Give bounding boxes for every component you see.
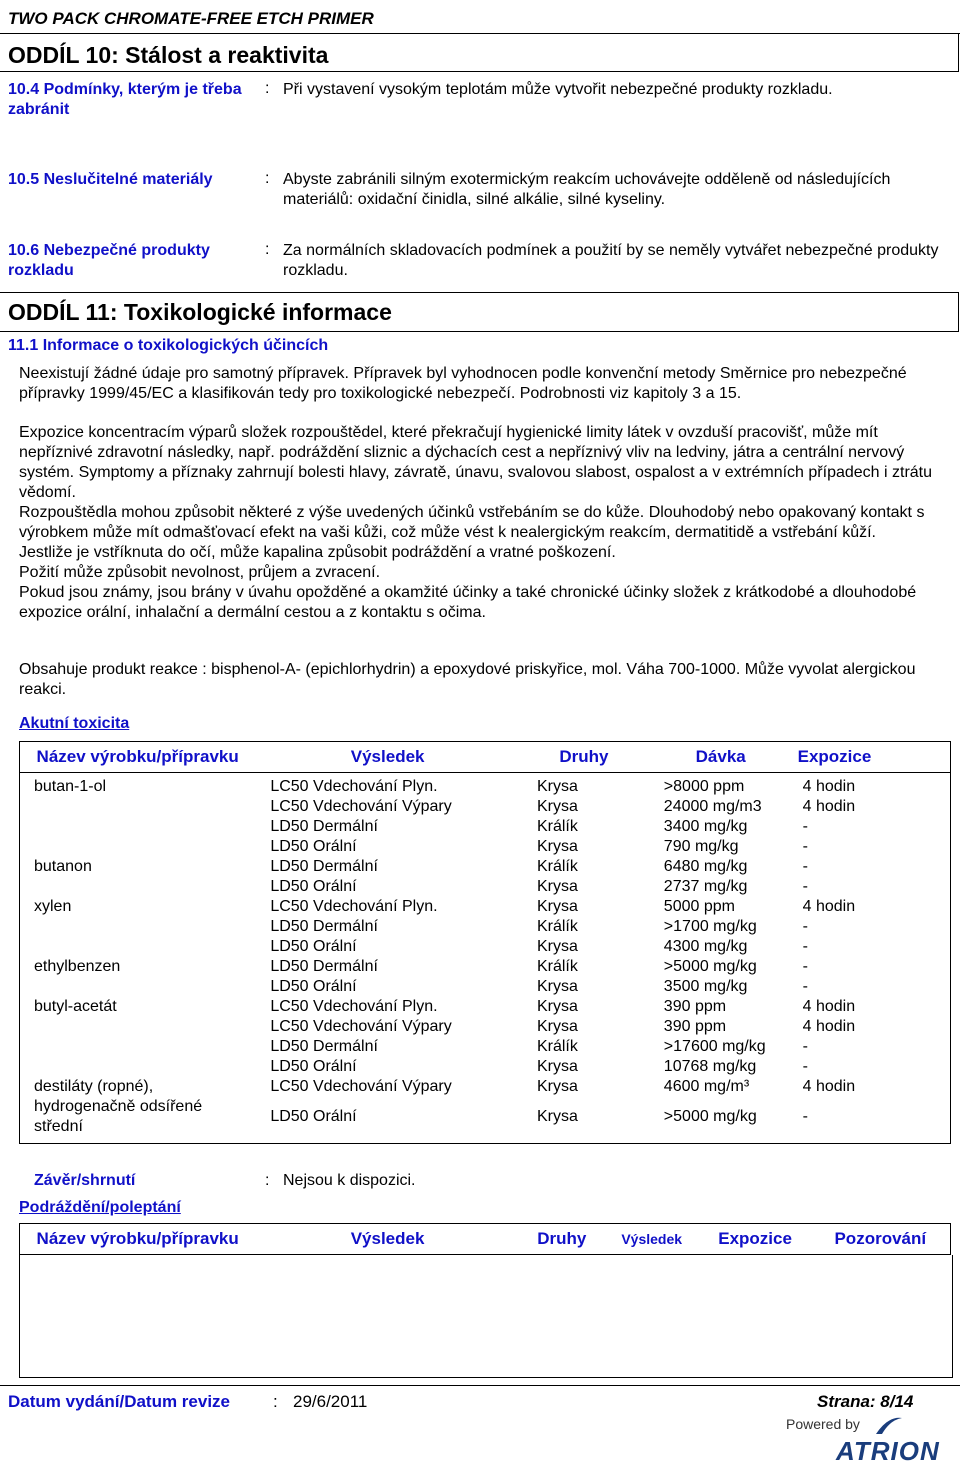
table-header-row xyxy=(20,1224,951,1255)
exposure-cell: - xyxy=(802,878,808,895)
species-cell: Krysa xyxy=(536,978,578,995)
section-11-title: ODDÍL 11: Toxikologické informace xyxy=(8,299,392,325)
footer-date-label: Datum vydání/Datum revize xyxy=(8,1392,231,1411)
species-cell: Králík xyxy=(536,958,578,975)
species-cell: Králík xyxy=(536,918,578,935)
dose-cell: 5000 ppm xyxy=(663,898,735,915)
species-cell: Krysa xyxy=(536,998,578,1015)
exposure-cell: 4 hodin xyxy=(802,1018,856,1035)
table-row xyxy=(20,957,951,977)
dose-cell: >1700 mg/kg xyxy=(663,918,757,935)
product-name-cell: butan-1-ol xyxy=(34,778,107,795)
paragraph-delayed-effects: Pokud jsou známy, jsou brány v úvahu opožděné a okamžité účinky a také chronické účinky složek z krátkodobé a dlouhodobé expozice orální, inhalační a dermální cestou a z kontaktu s očima. xyxy=(19,584,917,621)
column-header-product: Název výrobku/přípravku xyxy=(20,742,256,773)
result-cell: LD50 Dermální xyxy=(270,958,378,975)
result-cell: LC50 Vdechování Plyn. xyxy=(270,898,438,915)
dose-cell: 24000 mg/m3 xyxy=(663,798,762,815)
exposure-cell: - xyxy=(802,858,808,875)
irritation-table-body xyxy=(19,1255,953,1378)
document-title: TWO PACK CHROMATE-FREE ETCH PRIMER xyxy=(8,9,374,28)
result-cell: LD50 Orální xyxy=(270,978,357,995)
section-11-header xyxy=(0,292,959,332)
column-header-species: Druhy xyxy=(520,742,648,773)
dose-cell: 390 ppm xyxy=(663,998,727,1015)
dose-cell: 790 mg/kg xyxy=(663,838,739,855)
footer-date-value: 29/6/2011 xyxy=(293,1392,368,1411)
paragraph-reaction-product: Obsahuje produkt reakce : bisphenol-A- (epichlorhydrin) a epoxydové priskyřice, mol. Váha 700-1000. Může vyvolat alergickou reakci. xyxy=(19,661,916,698)
table-row xyxy=(20,1077,951,1107)
paragraph-ingestion: Požití může způsobit nevolnost, průjem a zvracení. xyxy=(19,564,381,581)
column-header-result: Výsledek xyxy=(255,742,520,773)
dose-cell: >17600 mg/kg xyxy=(663,1038,766,1055)
result-cell: LD50 Dermální xyxy=(270,818,378,835)
exposure-cell: 4 hodin xyxy=(802,998,856,1015)
table-row xyxy=(20,773,951,798)
species-cell: Krysa xyxy=(536,1078,578,1095)
product-name-cell: ethylbenzen xyxy=(34,958,121,975)
species-cell: Krysa xyxy=(536,838,578,855)
footer-page-number: Strana: 8/14 xyxy=(817,1392,914,1411)
dose-cell: >8000 ppm xyxy=(663,778,745,795)
result-cell: LD50 Dermální xyxy=(270,1038,378,1055)
exposure-cell: - xyxy=(802,938,808,955)
section-11-1-subtitle: 11.1 Informace o toxikologických účincích xyxy=(8,337,329,354)
product-name-cell: butanon xyxy=(34,858,92,875)
exposure-cell: 4 hodin xyxy=(802,798,856,815)
species-cell: Králík xyxy=(536,858,578,875)
irritation-heading: Podráždění/poleptání xyxy=(19,1199,181,1216)
section-10-4-value: Při vystavení vysokým teplotám může vytvořit nebezpečné produkty rozkladu. xyxy=(283,81,833,98)
dose-cell: 390 ppm xyxy=(663,1018,727,1035)
exposure-cell: - xyxy=(802,1058,808,1075)
exposure-cell: 4 hodin xyxy=(802,898,856,915)
paragraph-exposure: Expozice koncentracím výparů složek rozpouštědel, které překračují hygienické limity látek v ovzduší pracovišť, může mít nepříznivé zdravotní následky, např. podráždění sliznic a dýchacích cest a nepříznivý vliv na ledviny, játra a centrální nervový systém. Symptomy a příznaky zahrnují bolesti hlavy, závratě, únavu, svalovou slabost, ospalost a v extrémních případech i ztrátu vědomí. xyxy=(19,424,933,501)
conclusion-value: Nejsou k dispozici. xyxy=(283,1172,416,1189)
footer-divider xyxy=(0,1385,960,1386)
colon: : xyxy=(265,170,270,187)
acute-toxicity-heading: Akutní toxicita xyxy=(19,715,130,732)
column-header-result: Výsledek xyxy=(350,1229,425,1248)
result-cell: LD50 Orální xyxy=(270,878,357,895)
result-cell: LD50 Dermální xyxy=(270,858,378,875)
table-padding-row xyxy=(20,1137,951,1144)
table-padding-cell xyxy=(20,1137,951,1144)
paragraph-eyes: Jestliže je vstříknuta do očí, může kapalina způsobit podráždění a vratné poškození. xyxy=(19,544,616,561)
paragraph-effects xyxy=(19,423,949,623)
exposure-cell: 4 hodin xyxy=(802,1078,856,1095)
dose-cell: 4300 mg/kg xyxy=(663,938,748,955)
atrion-swoosh-icon xyxy=(874,1414,904,1436)
result-cell: LC50 Vdechování Výpary xyxy=(270,798,452,815)
colon: : xyxy=(265,241,270,258)
paragraph-preparation-info: Neexistují žádné údaje pro samotný přípravek. Přípravek byl vyhodnocen podle konvenční metody Směrnice pro nebezpečné přípravky 1999/45/EC a klasifikován tedy pro toxikologické nebezpečí. Podrobnosti viz kapitoly 3 a 15. xyxy=(19,365,907,402)
table-header-row xyxy=(20,742,951,773)
table-row xyxy=(20,857,951,877)
result-cell: LD50 Orální xyxy=(270,1058,357,1075)
conclusion-label: Závěr/shrnutí xyxy=(34,1172,136,1189)
colon: : xyxy=(265,1172,270,1189)
dose-cell: 4600 mg/m³ xyxy=(663,1078,750,1095)
result-cell: LC50 Vdechování Výpary xyxy=(270,1078,452,1095)
dose-cell: >5000 mg/kg xyxy=(663,958,757,975)
species-cell: Králík xyxy=(536,1038,578,1055)
species-cell: Krysa xyxy=(536,938,578,955)
species-cell: Krysa xyxy=(536,898,578,915)
species-cell: Krysa xyxy=(536,778,578,795)
result-cell: LD50 Orální xyxy=(270,838,357,855)
exposure-cell: - xyxy=(802,1038,808,1055)
exposure-cell: - xyxy=(802,818,808,835)
exposure-cell: - xyxy=(802,978,808,995)
dose-cell: 10768 mg/kg xyxy=(663,1058,757,1075)
powered-by-text: Powered by xyxy=(786,1416,860,1432)
exposure-cell: 4 hodin xyxy=(802,778,856,795)
result-cell: LC50 Vdechování Plyn. xyxy=(270,778,438,795)
column-header-exposure: Expozice xyxy=(718,1229,792,1248)
section-10-6-label: 10.6 Nebezpečné produkty rozkladu xyxy=(8,242,210,279)
product-name-cell: butyl-acetát xyxy=(34,998,117,1015)
result-cell: LD50 Orální xyxy=(270,1108,357,1125)
species-cell: Krysa xyxy=(536,1018,578,1035)
species-cell: Králík xyxy=(536,818,578,835)
result-cell: LC50 Vdechování Plyn. xyxy=(270,998,438,1015)
dose-cell: 6480 mg/kg xyxy=(663,858,748,875)
atrion-logo xyxy=(784,1414,956,1472)
result-cell: LD50 Dermální xyxy=(270,918,378,935)
table-row xyxy=(20,897,951,917)
section-10-5-label: 10.5 Neslučitelné materiály xyxy=(8,171,213,188)
dose-cell: >5000 mg/kg xyxy=(663,1108,757,1125)
column-header-dose: Dávka xyxy=(648,742,794,773)
product-name-cell: destiláty (ropné), hydrogenačně odsířené střední xyxy=(34,1078,203,1135)
acute-toxicity-table xyxy=(19,741,951,1144)
section-10-title: ODDÍL 10: Stálost a reaktivita xyxy=(8,42,329,68)
section-10-5-value: Abyste zabránili silným exotermickým reakcím uchovávejte odděleně od následujících materiálů: oxidační činidla, silné alkálie, silné kyseliny. xyxy=(283,171,891,208)
species-cell: Krysa xyxy=(536,1058,578,1075)
column-header-exposure: Expozice xyxy=(794,742,951,773)
exposure-cell: - xyxy=(802,1108,808,1125)
result-cell: LD50 Orální xyxy=(270,938,357,955)
atrion-logo-text: ATRION xyxy=(836,1436,940,1466)
exposure-cell: - xyxy=(802,918,808,935)
section-10-6-value: Za normálních skladovacích podmínek a použití by se neměly vytvářet nebezpečné produkty rozkladu. xyxy=(283,242,939,279)
dose-cell: 3400 mg/kg xyxy=(663,818,748,835)
column-header-product: Název výrobku/přípravku xyxy=(36,1229,239,1248)
colon: : xyxy=(273,1392,278,1411)
column-header-species: Druhy xyxy=(537,1229,587,1248)
table-row xyxy=(20,997,951,1017)
result-cell: LC50 Vdechování Výpary xyxy=(270,1018,452,1035)
irritation-table xyxy=(19,1223,951,1255)
exposure-cell: - xyxy=(802,958,808,975)
section-10-4-label: 10.4 Podmínky, kterým je třeba zabránit xyxy=(8,81,242,118)
species-cell: Krysa xyxy=(536,1108,578,1125)
dose-cell: 2737 mg/kg xyxy=(663,878,748,895)
dose-cell: 3500 mg/kg xyxy=(663,978,748,995)
column-header-observation: Pozorování xyxy=(834,1229,927,1248)
section-10-header xyxy=(0,33,959,72)
product-name-cell: xylen xyxy=(34,898,72,915)
column-header-result-2: Výsledek xyxy=(621,1231,683,1247)
paragraph-skin: Rozpouštědla mohou způsobit některé z výše uvedených účinků vstřebáním se do kůže. Dlouhodobý nebo opakovaný kontakt s výrobkem může mít odmašťovací efekt na vaši kůži, což může vést k nealergickým reakcím, dermatitidě a vstřebání kůží. xyxy=(19,504,925,541)
exposure-cell: - xyxy=(802,838,808,855)
colon: : xyxy=(265,80,270,97)
species-cell: Krysa xyxy=(536,798,578,815)
species-cell: Krysa xyxy=(536,878,578,895)
